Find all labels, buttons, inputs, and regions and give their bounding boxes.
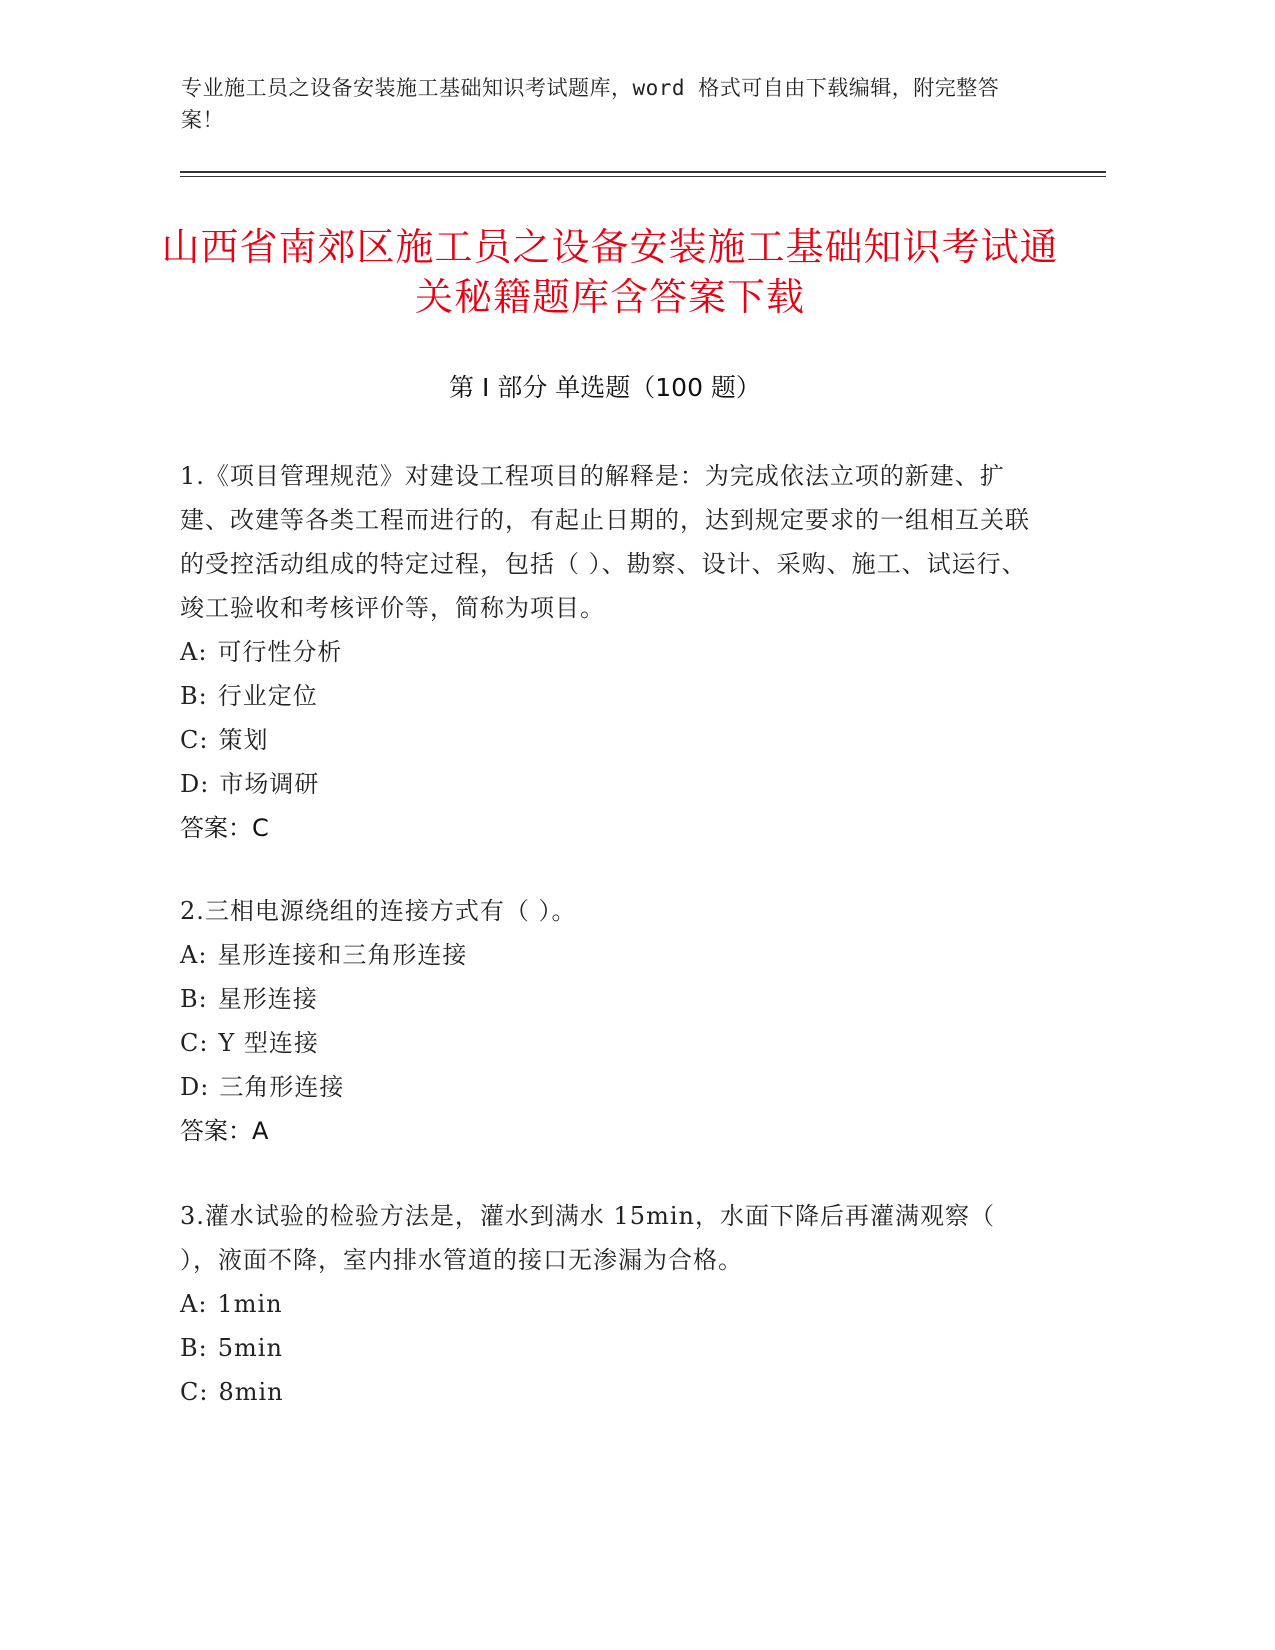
- answer-line: [180, 806, 1040, 850]
- option-b: [180, 674, 1040, 718]
- option-key: B:: [180, 682, 208, 710]
- option-d: [180, 1065, 1040, 1109]
- question-stem: 2.三相电源绕组的连接方式有（ ）。: [180, 897, 577, 925]
- option-c: [180, 718, 1040, 762]
- option-text: 可行性分析: [217, 638, 343, 666]
- option-key: D:: [180, 1073, 210, 1101]
- option-text: 星形连接和三角形连接: [217, 941, 468, 969]
- option-text: 策划: [218, 726, 269, 754]
- header-divider-thick: [180, 171, 1106, 173]
- answer-line: [180, 1109, 1040, 1153]
- option-text: 星形连接: [217, 985, 318, 1013]
- option-key: A:: [180, 638, 208, 666]
- question-stem: 3.灌水试验的检验方法是，灌水到满水 15min，水面下降后再灌满观察（ ），液面不降，室内排水管道的接口无渗漏为合格。: [180, 1202, 995, 1274]
- option-text: 1min: [217, 1290, 283, 1318]
- option-b: [180, 1326, 1040, 1370]
- option-d: [180, 762, 1040, 806]
- question-stem: 1.《项目管理规范》对建设工程项目的解释是：为完成依法立项的新建、扩建、改建等各类工程而进行的，有起止日期的，达到规定要求的一组相互关联的受控活动组成的特定过程，包括（ ）、勘察、设计、采购、施工、试运行、竣工验收和考核评价等，简称为项目。: [180, 462, 1030, 622]
- option-key: D:: [180, 770, 210, 798]
- question-3: [180, 1194, 1040, 1414]
- question-1: [180, 454, 1040, 850]
- document-title: 山西省南郊区施工员之设备安装施工基础知识考试通关秘籍题库含答案下载: [161, 225, 1059, 319]
- option-text: 行业定位: [217, 682, 318, 710]
- answer-value: C: [252, 814, 269, 842]
- question-2: [180, 889, 1040, 1153]
- option-text: 5min: [217, 1334, 283, 1362]
- option-text: Y 型连接: [218, 1029, 319, 1057]
- option-key: B:: [180, 985, 208, 1013]
- option-key: C:: [180, 726, 209, 754]
- option-key: A:: [180, 941, 208, 969]
- header-divider-thin: [180, 176, 1106, 177]
- option-text: 8min: [218, 1378, 284, 1406]
- option-a: [180, 1282, 1040, 1326]
- option-c: [180, 1370, 1040, 1414]
- option-a: [180, 933, 1040, 977]
- header-note: 专业施工员之设备安装施工基础知识考试题库，word 格式可自由下载编辑，附完整答案！: [181, 76, 1000, 132]
- option-key: C:: [180, 1029, 209, 1057]
- option-c: [180, 1021, 1040, 1065]
- answer-label: 答案：: [180, 1117, 252, 1145]
- option-text: 三角形连接: [219, 1073, 345, 1101]
- option-text: 市场调研: [219, 770, 320, 798]
- answer-value: A: [252, 1117, 269, 1145]
- section-title: 第 I 部分 单选题（100 题）: [449, 373, 761, 402]
- option-b: [180, 977, 1040, 1021]
- option-a: [180, 630, 1040, 674]
- answer-label: 答案：: [180, 814, 252, 842]
- option-key: A:: [180, 1290, 208, 1318]
- option-key: C:: [180, 1378, 209, 1406]
- option-key: B:: [180, 1334, 208, 1362]
